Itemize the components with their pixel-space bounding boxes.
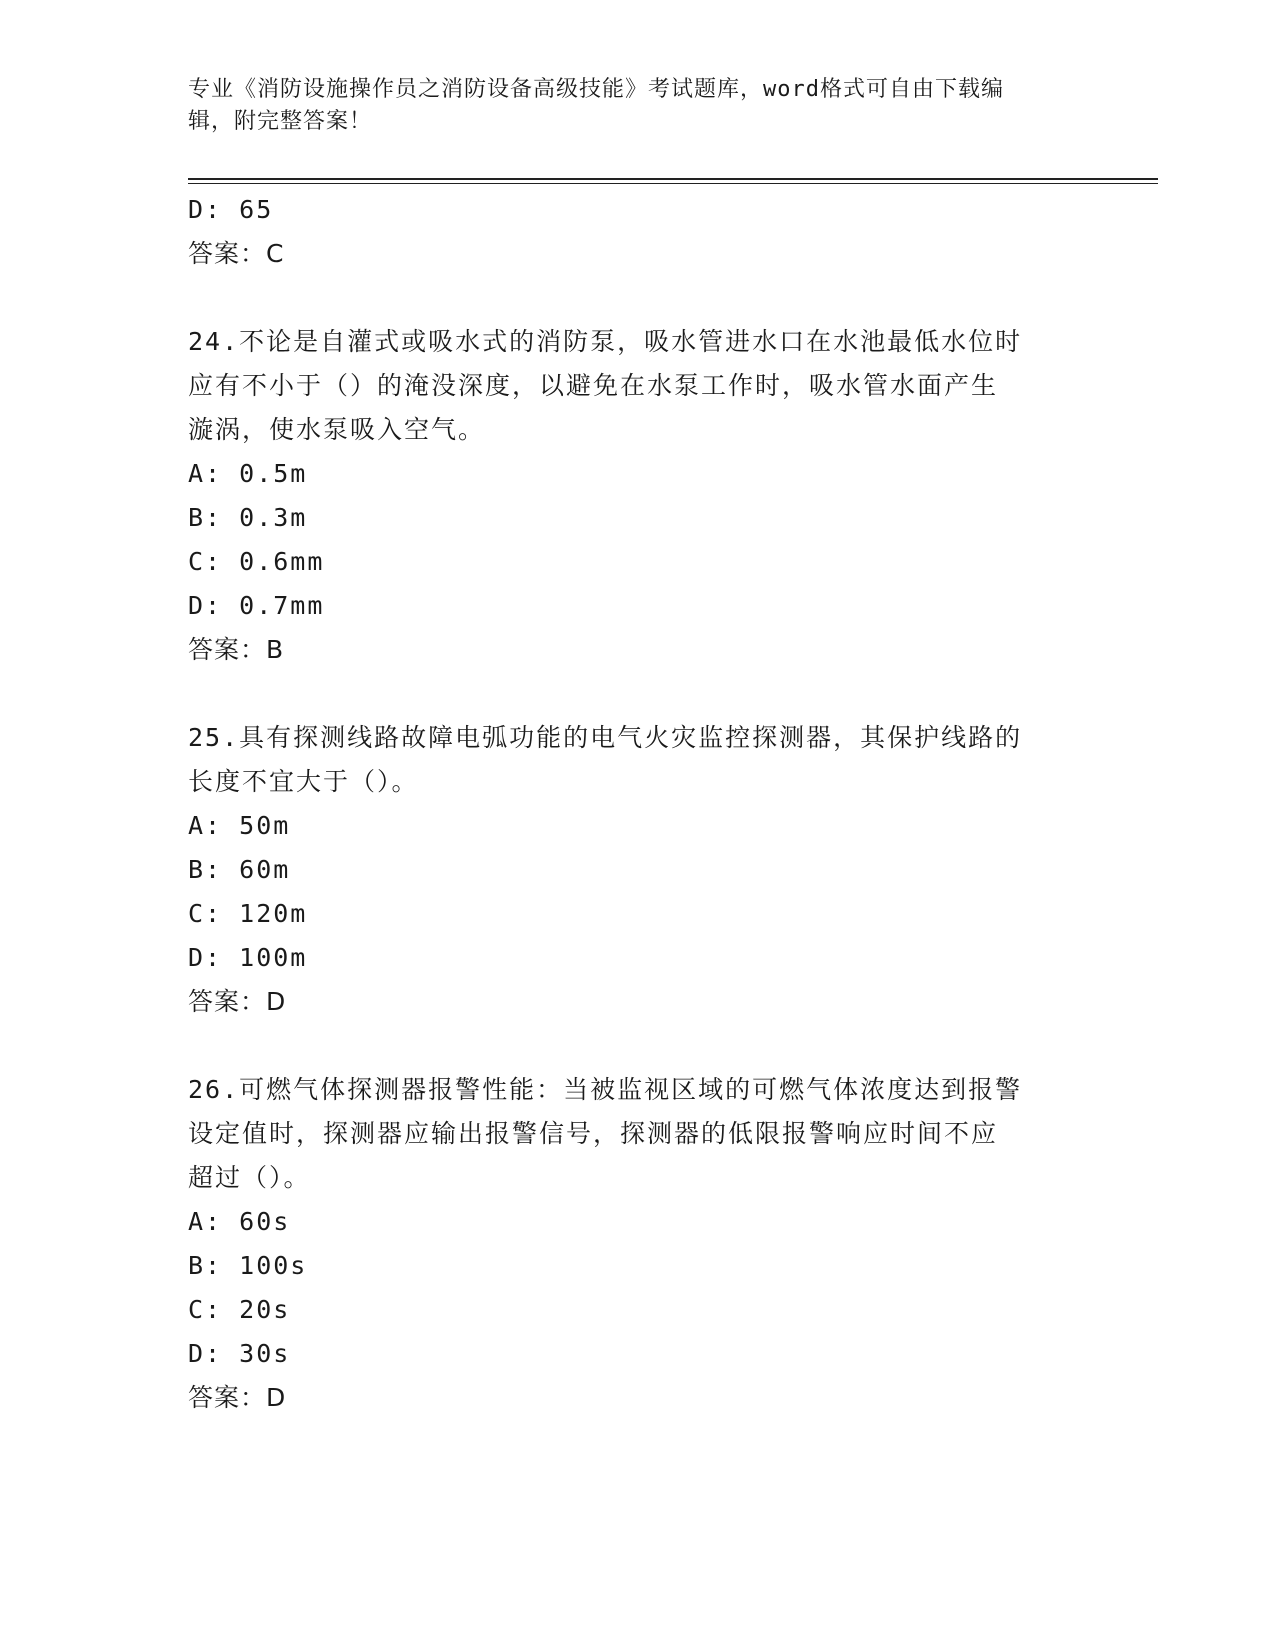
option-a: A: 0.5m [188, 459, 308, 488]
option-d: D: 0.7mm [188, 591, 325, 620]
question-stem-line: 24.不论是自灌式或吸水式的消防泵，吸水管进水口在水池最低水位时 [188, 327, 1023, 356]
question-stem-line: 26.可燃气体探测器报警性能：当被监视区域的可燃气体浓度达到报警 [188, 1075, 1023, 1104]
header-line-2: 辑，附完整答案！ [188, 109, 373, 134]
question-stem-line: 超过（）。 [188, 1163, 311, 1192]
q23-option-d: D: 65 [188, 195, 274, 224]
header-divider-bottom [188, 183, 1158, 184]
answer: 答案：B [188, 635, 285, 664]
option-a: A: 50m [188, 811, 291, 840]
option-b: B: 0.3m [188, 503, 308, 532]
option-b: B: 100s [188, 1251, 308, 1280]
question-stem-line: 漩涡，使水泵吸入空气。 [188, 415, 486, 444]
option-d: D: 100m [188, 943, 308, 972]
header-line-1: 专业《消防设施操作员之消防设备高级技能》考试题库，word格式可自由下载编 [188, 77, 1004, 102]
header-divider-top [188, 178, 1158, 180]
option-c: C: 120m [188, 899, 308, 928]
option-c: C: 20s [188, 1295, 291, 1324]
option-a: A: 60s [188, 1207, 291, 1236]
answer: 答案：D [188, 987, 287, 1016]
option-b: B: 60m [188, 855, 291, 884]
question-stem-line: 长度不宜大于（）。 [188, 767, 419, 796]
question-stem-line: 25.具有探测线路故障电弧功能的电气火灾监控探测器，其保护线路的 [188, 723, 1023, 752]
question-stem-line: 设定值时，探测器应输出报警信号，探测器的低限报警响应时间不应 [188, 1119, 999, 1148]
option-d: D: 30s [188, 1339, 291, 1368]
q23-answer: 答案：C [188, 239, 285, 268]
answer: 答案：D [188, 1383, 287, 1412]
document-header [188, 74, 1078, 138]
option-c: C: 0.6mm [188, 547, 325, 576]
question-stem-line: 应有不小于（）的淹没深度，以避免在水泵工作时，吸水管水面产生 [188, 371, 999, 400]
